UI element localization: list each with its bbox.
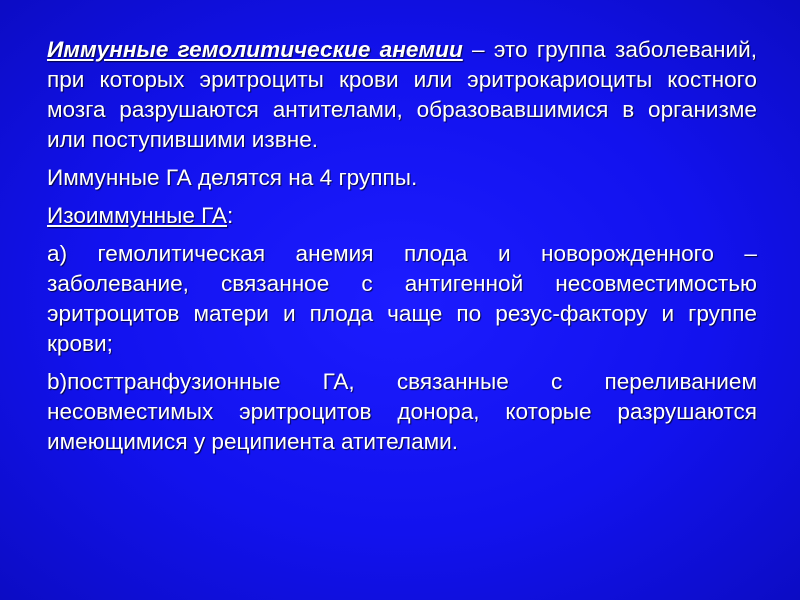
definition-paragraph: [47, 35, 757, 155]
item-a-paragraph: а) гемолитическая анемия плода и новорожденного – заболевание, связанное с антигенной несовместимостью эритроцитов матери и плода чаще по резус-фактору и группе крови;: [47, 241, 757, 356]
isoimmune-heading-suffix: :: [226, 203, 234, 228]
term-immune-hemolytic-anemias: Иммунные гемолитические анемии: [47, 37, 463, 62]
isoimmune-heading-paragraph: [47, 201, 757, 231]
groups-paragraph: Иммунные ГА делятся на 4 группы.: [47, 165, 418, 190]
isoimmune-heading: Изоиммунные ГА: [47, 203, 227, 228]
slide-content: [47, 35, 757, 457]
item-b-paragraph: b)посттранфузионные ГА, связанные с переливанием несовместимых эритроцитов донора, которые разрушаются имеющимися у реципиента атителами.: [47, 369, 757, 454]
definition-text: – это группа заболеваний, при которых эритроциты крови или эритрокариоциты костного мозга разрушаются антителами, образовавшимися в организме или поступившими извне.: [47, 37, 758, 152]
